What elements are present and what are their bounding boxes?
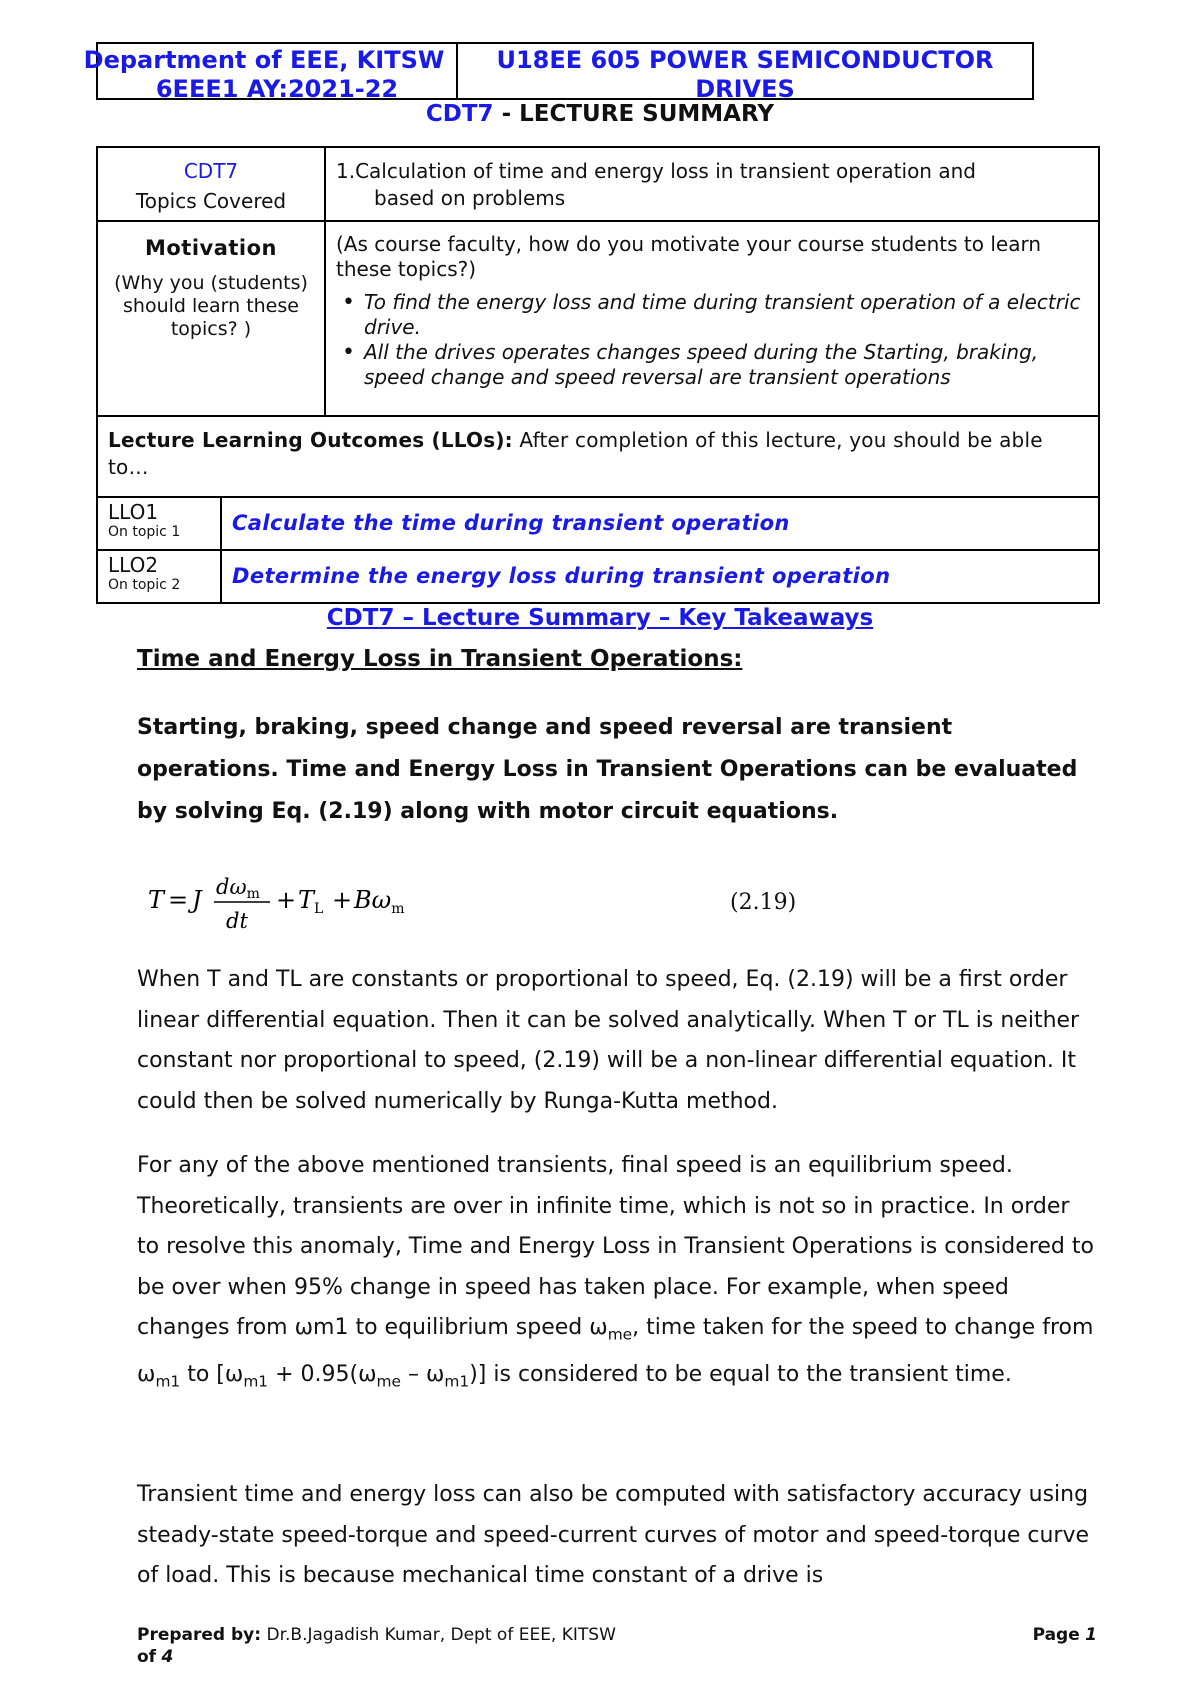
- eq-term-Bw: $B\omega_m$: [354, 886, 405, 917]
- topics-code: CDT7: [183, 159, 239, 183]
- course-line1: U18EE 605 POWER SEMICONDUCTOR: [496, 46, 994, 74]
- summary-rest: - LECTURE SUMMARY: [493, 101, 775, 127]
- section-title: Time and Energy Loss in Transient Operations:: [137, 646, 743, 672]
- paragraph-4: Transient time and energy loss can also be computed with satisfactory accuracy using steady-state speed-torque and speed-current curves of motor and speed-torque curve of load. This is because mechanical time constant of a drive is: [137, 1482, 1089, 1588]
- motivation-label-cell: [98, 222, 326, 415]
- llo-row: [98, 498, 1098, 551]
- document-header: [83, 42, 1034, 103]
- topics-table: [96, 146, 1100, 604]
- topics-content-cell: [326, 148, 1098, 220]
- footer-label: Prepared by:: [137, 1625, 262, 1645]
- topics-line1: 1.Calculation of time and energy loss in transient operation and: [336, 159, 976, 183]
- motivation-bullets: [336, 290, 1098, 390]
- llo-id-cell: [98, 551, 222, 602]
- eq-plus: +: [332, 886, 353, 914]
- topics-label: Topics Covered: [135, 189, 287, 213]
- llo-topic: On topic 1: [108, 524, 181, 540]
- footer-page-total: 4: [161, 1647, 174, 1667]
- motivation-content-cell: [326, 222, 1098, 415]
- department-cell: [83, 44, 458, 103]
- motivation-bullet: • All the drives operates changes speed during the Starting, braking, speed change and speed reversal are transient operations: [336, 340, 1098, 390]
- topics-row: [98, 148, 1098, 222]
- intro-paragraph: Starting, braking, speed change and speed reversal are transient operations. Time and Energy Loss in Transient Operations can be evaluated by solving Eq. (2.19) along with motor circuit equations.: [137, 715, 1078, 824]
- key-takeaways-text: CDT7 – Lecture Summary – Key Takeaways: [326, 605, 874, 631]
- llo-id: LLO1: [108, 500, 159, 524]
- eq-denominator: dt: [226, 909, 248, 933]
- footer-page-info: [1033, 1624, 1097, 1646]
- key-takeaways-title: [0, 605, 1200, 631]
- motivation-subtext: (Why you (students) should learn these topics? ): [114, 272, 308, 340]
- motivation-prompt: (As course faculty, how do you motivate your course students to learn these topics?): [336, 232, 1041, 281]
- llo-id: LLO2: [108, 553, 159, 577]
- equation-graphic: [148, 866, 408, 936]
- llo-header: [98, 417, 1098, 496]
- llo-header-label: Lecture Learning Outcomes (LLOs):: [108, 428, 513, 452]
- llo-header-row: [98, 417, 1098, 498]
- course-cell: [458, 44, 1032, 103]
- llo-id-cell: [98, 498, 222, 549]
- motivation-heading: Motivation: [144, 236, 278, 260]
- course-line2: DRIVES: [695, 75, 795, 103]
- llo-text: Determine the energy loss during transient operation: [232, 564, 891, 588]
- llo-topic: On topic 2: [108, 577, 181, 593]
- eq-term-T: T: [148, 886, 165, 914]
- footer-page-number: 1: [1085, 1625, 1097, 1645]
- paragraph-3: For any of the above mentioned transients, final speed is an equilibrium speed. Theoretically, transients are over in infinite time, which is not so in practice. In order to resolve this anomaly, Time and Energy Loss in Transient Operations is considered to be over when 95% change in speed has taken place. For example, when speed changes from ωm1 to equilibrium speed $\omega_{me}$, time taken for the speed to change from $\omega_{m1}$ to $[\omega_{m1} + 0.95(\omega_{me} - \omega_{m1})]$ is considered to be equal to the transient time.: [137, 1153, 1094, 1391]
- topics-line2: based on problems: [374, 186, 566, 210]
- equation-2-19: [148, 866, 408, 942]
- summary-code: CDT7: [425, 101, 494, 127]
- eq-numerator: dωm: [216, 875, 260, 902]
- lecture-summary-title: [0, 101, 1200, 127]
- paragraph-2: When T and TL are constants or proportional to speed, Eq. (2.19) will be a first order linear differential equation. Then it can be solved analytically. When T or TL is neither constant nor proportional to speed, (2.19) will be a non-linear differential equation. It could then be solved numerically by Runga-Kutta method.: [137, 967, 1080, 1114]
- page-footer: [137, 1624, 1097, 1668]
- department-line1: Department of EEE, KITSW: [83, 46, 445, 74]
- topics-label-cell: [98, 148, 326, 220]
- motivation-row: [98, 222, 1098, 417]
- eq-plus: +: [276, 886, 297, 914]
- eq-term-TL: $T_L$: [298, 886, 324, 917]
- motivation-bullet: • To find the energy loss and time during transient operation of a electric drive.: [336, 290, 1098, 340]
- footer-author: Dr.B.Jagadish Kumar, Dept of EEE, KITSW: [261, 1625, 616, 1645]
- llo-header-text: After completion of this lecture, you should be able to…: [108, 428, 1043, 479]
- footer-page-total-line: [137, 1646, 1097, 1668]
- paragraph-3-start: For any of the above mentioned transients, final speed is an equilibrium speed. Theoretically, transients are over in infinite time, which is not so in practice. In order to resolve this anomaly, Time and Energy Loss in Transient Operations is considered to be over when 95% change in speed has taken place. For example, when speed changes from ωm1 to equilibrium speed ω: [137, 1153, 1094, 1340]
- footer-page-word: Page: [1032, 1625, 1080, 1645]
- footer-of-word: of: [137, 1647, 157, 1667]
- eq-equals: =: [168, 886, 189, 914]
- llo-row: [98, 551, 1098, 602]
- equation-number: (2.19): [730, 890, 797, 915]
- eq-term-J: J: [192, 886, 202, 914]
- paragraph-3-end: the transient time.: [806, 1361, 1012, 1387]
- llo-text: Calculate the time during transient operation: [232, 511, 790, 535]
- department-line2: 6EEE1 AY:2021-22: [155, 75, 399, 103]
